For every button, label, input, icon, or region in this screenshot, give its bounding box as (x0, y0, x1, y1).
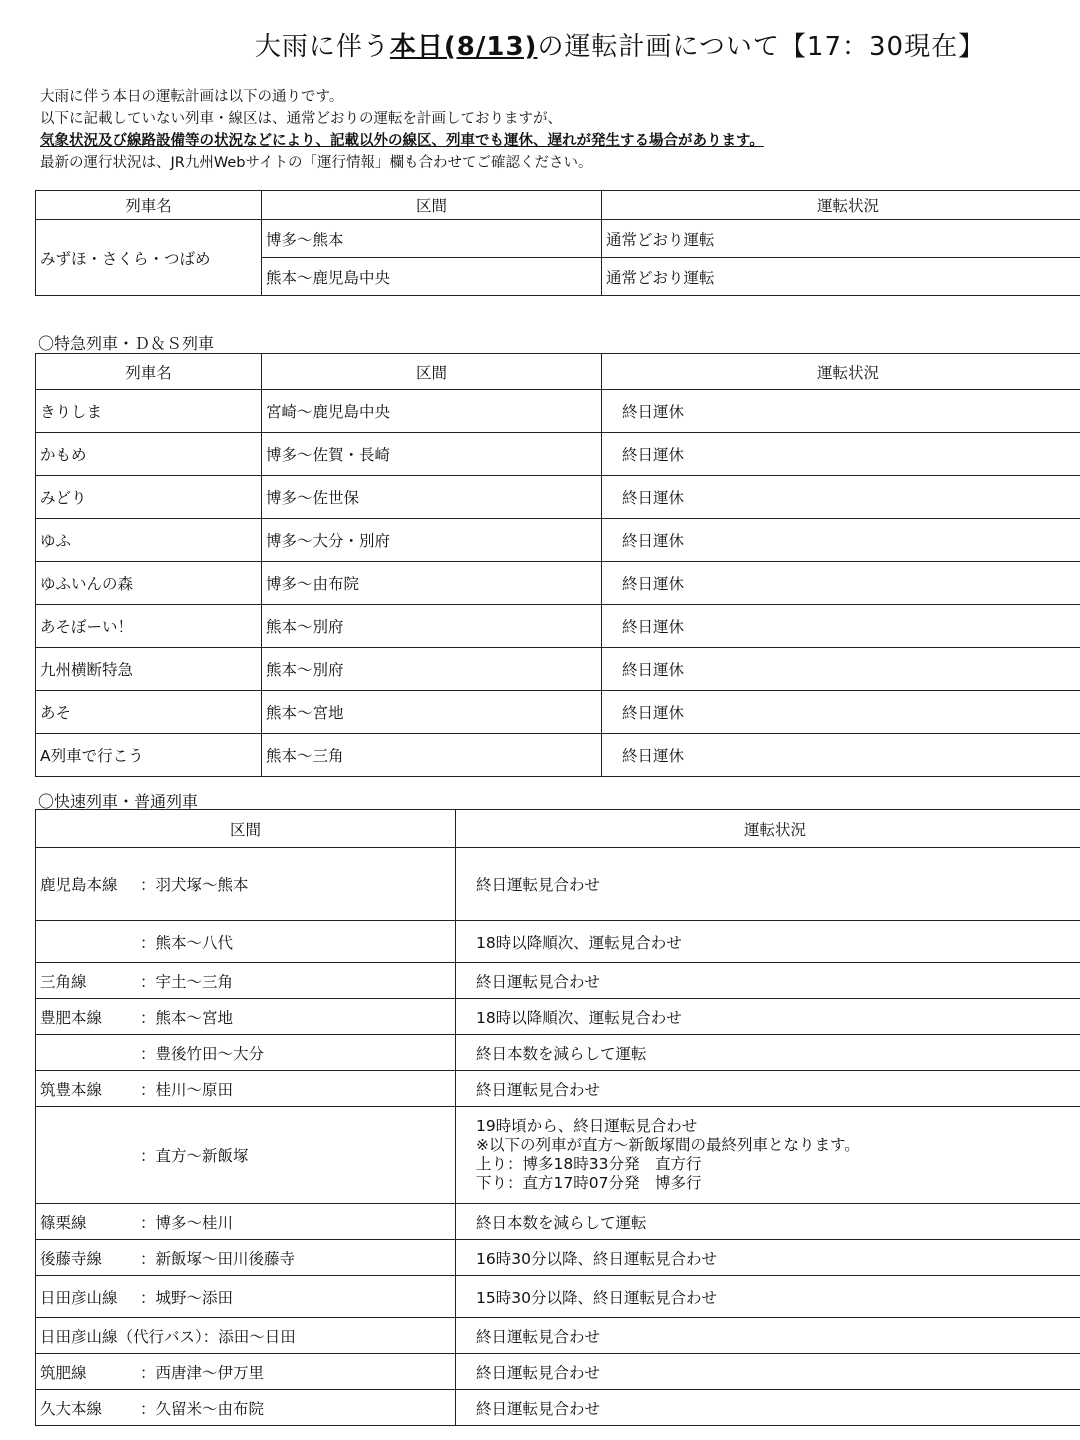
line-section (36, 999, 456, 1035)
status: 15時30分以降、終日運転見合わせ (456, 1276, 1080, 1318)
local-section-label: 〇快速列車・普通列車 (38, 792, 199, 811)
status: 16時30分以降、終日運転見合わせ (456, 1240, 1080, 1276)
section: 熊本～鹿児島中央 (262, 258, 602, 296)
status: 通常どおり運転 (602, 220, 1080, 258)
line-section (36, 1276, 456, 1318)
status: 終日運休 (602, 605, 1080, 648)
status-line: 上り：博多18時33分発 直方行 (476, 1155, 702, 1173)
local-table (35, 809, 1080, 1426)
section: ：博多～桂川 (140, 1213, 234, 1232)
line-name: 後藤寺線 (40, 1249, 103, 1268)
intro-warning: 気象状況及び線路設備等の状況などにより、記載以外の線区、列車でも運休、遅れが発生する場合があります。 (40, 133, 764, 149)
line-section (36, 1354, 456, 1390)
table-row (36, 963, 1080, 999)
table-row (36, 1107, 1080, 1204)
train-name: あそ (36, 691, 262, 734)
status-line: ※以下の列車が直方～新飯塚間の最終列車となります。 (476, 1136, 860, 1154)
table-row (36, 519, 1080, 562)
status: 18時以降順次、運転見合わせ (456, 921, 1080, 963)
table-row (36, 390, 1080, 433)
status: 終日運休 (602, 648, 1080, 691)
section: 熊本～三角 (262, 734, 602, 777)
section: ：熊本～宮地 (140, 1008, 234, 1027)
table-row (36, 848, 1080, 921)
status: 終日運転見合わせ (456, 848, 1080, 921)
status: 終日運休 (602, 562, 1080, 605)
page-title (0, 26, 1080, 63)
express-section-label: 〇特急列車・Ｄ＆Ｓ列車 (38, 334, 215, 353)
table-row (36, 220, 1080, 258)
section: ：熊本～八代 (140, 933, 234, 952)
line-section (36, 1035, 456, 1071)
status: 通常どおり運転 (602, 258, 1080, 296)
line-name: 筑肥線 (40, 1363, 87, 1382)
line-name: 日田彦山線（代行バス） (40, 1327, 203, 1346)
header-status: 運転状況 (602, 191, 1080, 220)
section: ：添田～日田 (202, 1327, 296, 1346)
line-section (36, 1318, 456, 1354)
header-train: 列車名 (36, 191, 262, 220)
header-status: 運転状況 (602, 354, 1080, 390)
section: 博多～熊本 (262, 220, 602, 258)
status: 終日運転見合わせ (456, 1318, 1080, 1354)
table-header-row (36, 810, 1080, 848)
section: ：久留米～由布院 (140, 1399, 265, 1418)
section: 博多～由布院 (262, 562, 602, 605)
shinkansen-table (35, 190, 1080, 296)
line-name: 筑豊本線 (40, 1080, 103, 1099)
train-name: あそぼーい！ (36, 605, 262, 648)
header-section: 区間 (36, 810, 456, 848)
section: ：直方～新飯塚 (140, 1147, 249, 1165)
intro-line-1: 大雨に伴う本日の運転計画は以下の通りです。 (40, 89, 344, 105)
train-name: かもめ (36, 433, 262, 476)
table-header-row (36, 354, 1080, 390)
status: 終日運休 (602, 734, 1080, 777)
section: ：豊後竹田～大分 (140, 1044, 265, 1063)
section: 博多～佐賀・長崎 (262, 433, 602, 476)
line-section (36, 1204, 456, 1240)
title-date: 本日(8/13) (389, 32, 538, 62)
section: ：桂川～原田 (140, 1080, 234, 1099)
table-row (36, 562, 1080, 605)
section: 熊本～別府 (262, 605, 602, 648)
table-header-row (36, 191, 1080, 220)
train-name: 九州横断特急 (36, 648, 262, 691)
line-section (36, 963, 456, 999)
line-section (36, 921, 456, 963)
status: 終日運転見合わせ (456, 1354, 1080, 1390)
line-name: 久大本線 (40, 1399, 103, 1418)
line-name: 日田彦山線 (40, 1288, 118, 1307)
line-name: 三角線 (40, 972, 87, 991)
header-status: 運転状況 (456, 810, 1080, 848)
status-line: 19時頃から、終日運転見合わせ (476, 1117, 698, 1135)
section: ：羽犬塚～熊本 (140, 876, 249, 894)
status: 18時以降順次、運転見合わせ (456, 999, 1080, 1035)
section: ：城野～添田 (140, 1288, 234, 1307)
section: 熊本～別府 (262, 648, 602, 691)
status: 終日運転見合わせ (456, 1071, 1080, 1107)
line-section (36, 1107, 456, 1204)
status: 終日運転見合わせ (456, 963, 1080, 999)
line-section (36, 848, 456, 921)
status: 終日本数を減らして運転 (456, 1035, 1080, 1071)
section: ：西唐津～伊万里 (140, 1363, 265, 1382)
header-section: 区間 (262, 191, 602, 220)
table-row (36, 1240, 1080, 1276)
section: 博多～佐世保 (262, 476, 602, 519)
train-name: ゆふ (36, 519, 262, 562)
train-name: ゆふいんの森 (36, 562, 262, 605)
train-name: みどり (36, 476, 262, 519)
status-line: 下り：直方17時07分発 博多行 (476, 1174, 702, 1192)
table-row (36, 1390, 1080, 1426)
table-row (36, 1204, 1080, 1240)
table-row (36, 648, 1080, 691)
section: 熊本～宮地 (262, 691, 602, 734)
table-row (36, 476, 1080, 519)
table-row (36, 1318, 1080, 1354)
status: 終日運休 (602, 519, 1080, 562)
train-name: きりしま (36, 390, 262, 433)
line-section (36, 1240, 456, 1276)
table-row (36, 921, 1080, 963)
status: 終日運休 (602, 691, 1080, 734)
intro-line-2: 以下に記載していない列車・線区は、通常どおりの運転を計画しておりますが、 (40, 111, 562, 127)
status: 終日運休 (602, 476, 1080, 519)
line-section (36, 1390, 456, 1426)
status: 終日運転見合わせ (456, 1390, 1080, 1426)
table-row (36, 433, 1080, 476)
table-row (36, 734, 1080, 777)
section: ：新飯塚～田川後藤寺 (140, 1249, 296, 1268)
table-row (36, 1035, 1080, 1071)
table-row (36, 1354, 1080, 1390)
section: 博多～大分・別府 (262, 519, 602, 562)
table-row (36, 1276, 1080, 1318)
train-name: A列車で行こう (36, 734, 262, 777)
table-row (36, 1071, 1080, 1107)
table-row (36, 691, 1080, 734)
title-post: の運転計画について【17：30現在】 (537, 32, 986, 62)
line-name: 豊肥本線 (40, 1008, 103, 1027)
status: 終日本数を減らして運転 (456, 1204, 1080, 1240)
status: 終日運休 (602, 433, 1080, 476)
section: ：宇土～三角 (140, 972, 234, 991)
train-name: みずほ・さくら・つばめ (36, 220, 262, 296)
status (456, 1107, 1080, 1204)
express-table (35, 353, 1080, 777)
intro-text (40, 86, 1070, 174)
section: 宮崎～鹿児島中央 (262, 390, 602, 433)
title-pre: 大雨に伴う (254, 32, 390, 62)
table-row (36, 999, 1080, 1035)
header-train: 列車名 (36, 354, 262, 390)
intro-line-4: 最新の運行状況は、JR九州Webサイトの「運行情報」欄も合わせてご確認ください。 (40, 155, 593, 171)
table-row (36, 605, 1080, 648)
line-section (36, 1071, 456, 1107)
status: 終日運休 (602, 390, 1080, 433)
line-name: 篠栗線 (40, 1213, 87, 1232)
line-name: 鹿児島本線 (40, 876, 118, 894)
header-section: 区間 (262, 354, 602, 390)
